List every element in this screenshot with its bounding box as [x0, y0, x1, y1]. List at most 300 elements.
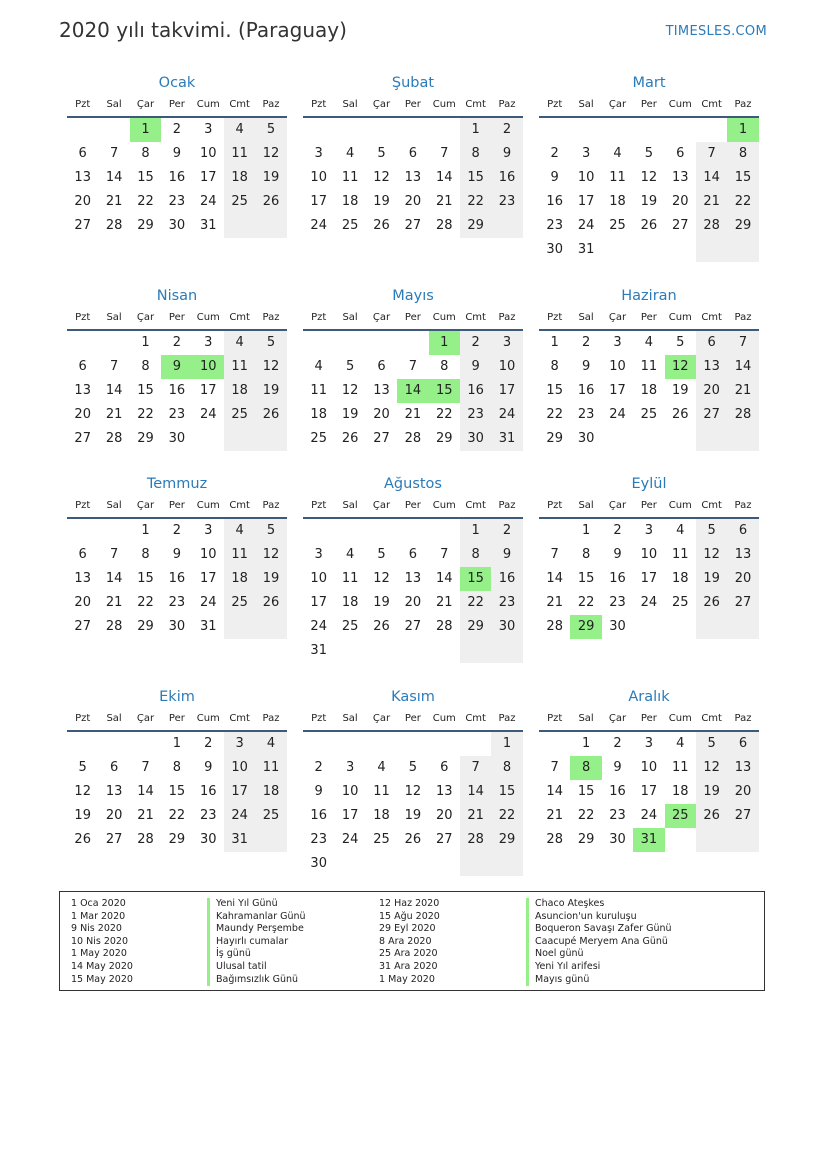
empty-cell: [602, 427, 633, 451]
day-cell: 25: [341, 218, 359, 233]
day-cell: 17: [199, 571, 217, 586]
empty-cell: [696, 238, 727, 262]
weekday-header: Sal: [334, 307, 365, 331]
empty-cell: [491, 214, 522, 238]
day-cell: 24: [224, 804, 255, 828]
weekday-header: Cum: [665, 708, 696, 732]
day-cell: 16: [577, 383, 595, 398]
day-cell: 15: [429, 379, 460, 403]
day-cell: 12: [341, 383, 359, 398]
weekday-header: Sal: [334, 495, 365, 519]
day-cell: 18: [224, 166, 255, 190]
day-cell: 16: [460, 379, 491, 403]
weekday-header: Paz: [727, 708, 758, 732]
day-cell: 22: [460, 591, 491, 615]
day-cell: 16: [168, 383, 186, 398]
empty-cell: [602, 118, 633, 142]
day-cell: 12: [373, 170, 390, 185]
legend-date: 10 Nis 2020: [71, 935, 128, 947]
day-cell: 29: [168, 832, 186, 847]
empty-cell: [727, 828, 758, 852]
day-cell: 6: [676, 146, 685, 161]
day-cell: 31: [199, 619, 217, 634]
day-cell: 4: [224, 519, 255, 543]
empty-cell: [665, 828, 696, 852]
month-days-grid: [539, 94, 759, 262]
day-cell: 20: [727, 780, 758, 804]
day-cell: 2: [550, 146, 559, 161]
weekday-header: Cum: [193, 708, 224, 732]
month-days-grid: [539, 708, 759, 852]
day-cell: 12: [74, 784, 91, 799]
month-name: Eylül: [631, 476, 667, 492]
empty-cell: [366, 118, 397, 142]
day-cell: 5: [696, 732, 727, 756]
day-cell: 1: [491, 732, 522, 756]
empty-cell: [303, 519, 334, 543]
day-cell: 17: [640, 571, 658, 586]
day-cell: 3: [613, 335, 622, 350]
day-cell: 18: [224, 567, 255, 591]
day-cell: 15: [727, 166, 758, 190]
day-cell: 13: [373, 383, 390, 398]
day-cell: 27: [74, 218, 91, 233]
day-cell: 8: [141, 359, 150, 374]
day-cell: 28: [435, 619, 453, 634]
month-days-grid: [67, 495, 287, 639]
day-cell: 5: [644, 146, 653, 161]
day-cell: 14: [435, 571, 453, 586]
day-cell: 26: [255, 403, 286, 427]
legend-holiday-name: Yeni Yıl Günü: [207, 898, 306, 911]
month-calendar: [303, 72, 523, 238]
empty-cell: [665, 238, 696, 262]
legend-date: 31 Ara 2020: [379, 960, 438, 972]
weekday-header: Cum: [193, 307, 224, 331]
day-cell: 24: [341, 832, 359, 847]
weekday-header: Per: [161, 708, 192, 732]
day-cell: 24: [310, 218, 327, 233]
day-cell: 18: [671, 784, 689, 799]
day-cell: 21: [696, 190, 727, 214]
legend-date: 1 May 2020: [71, 948, 127, 960]
weekday-header: Sal: [334, 94, 365, 118]
day-cell: 14: [460, 780, 491, 804]
weekday-header: Çar: [602, 708, 633, 732]
day-cell: 2: [172, 122, 181, 137]
day-cell: 18: [341, 194, 359, 209]
empty-cell: [633, 118, 664, 142]
day-cell: 11: [640, 359, 658, 374]
weekday-header: Cum: [193, 94, 224, 118]
day-cell: 13: [727, 543, 758, 567]
day-cell: 5: [377, 146, 386, 161]
day-cell: 18: [310, 407, 327, 422]
weekday-header: Per: [161, 495, 192, 519]
day-cell: 2: [172, 335, 181, 350]
day-cell: 30: [168, 619, 186, 634]
month-name: Mart: [632, 75, 666, 91]
day-cell: 22: [137, 595, 154, 610]
day-cell: 9: [613, 547, 622, 562]
day-cell: 27: [74, 619, 91, 634]
day-cell: 10: [199, 146, 217, 161]
day-cell: 7: [727, 331, 758, 355]
day-cell: 12: [640, 170, 658, 185]
month-name: Şubat: [391, 75, 435, 91]
weekday-header: Cmt: [224, 94, 255, 118]
weekday-header: Paz: [491, 94, 522, 118]
day-cell: 1: [727, 118, 758, 142]
day-cell: 5: [255, 118, 286, 142]
day-cell: 1: [550, 335, 559, 350]
day-cell: 28: [404, 431, 422, 446]
day-cell: 19: [74, 808, 91, 823]
weekday-header: Per: [397, 495, 428, 519]
day-cell: 13: [74, 571, 91, 586]
day-cell: 29: [491, 828, 522, 852]
month-days-grid: [67, 307, 287, 451]
day-cell: 28: [696, 214, 727, 238]
day-cell: 25: [341, 619, 359, 634]
day-cell: 7: [460, 756, 491, 780]
day-cell: 6: [727, 732, 758, 756]
day-cell: 9: [491, 142, 522, 166]
weekday-header: Paz: [491, 495, 522, 519]
day-cell: 26: [404, 832, 422, 847]
day-cell: 26: [74, 832, 91, 847]
weekday-header: Çar: [366, 307, 397, 331]
day-cell: 16: [609, 571, 626, 586]
day-cell: 30: [168, 218, 186, 233]
legend-date: 9 Nis 2020: [71, 923, 122, 935]
day-cell: 23: [491, 591, 522, 615]
day-cell: 30: [310, 856, 327, 871]
day-cell: 22: [435, 407, 453, 422]
day-cell: 12: [255, 142, 286, 166]
empty-cell: [366, 331, 397, 355]
weekday-header: Paz: [491, 307, 522, 331]
empty-cell: [98, 331, 129, 355]
day-cell: 2: [613, 736, 622, 751]
weekday-header: Pzt: [539, 307, 570, 331]
weekday-header: Cmt: [460, 495, 491, 519]
day-cell: 22: [546, 407, 563, 422]
empty-cell: [303, 331, 334, 355]
weekday-header: Pzt: [303, 307, 334, 331]
day-cell: 20: [671, 194, 689, 209]
day-cell: 15: [491, 780, 522, 804]
empty-cell: [334, 639, 365, 663]
day-cell: 21: [105, 407, 123, 422]
empty-cell: [366, 732, 397, 756]
legend-holiday-name: İş günü: [207, 948, 306, 961]
day-cell: 24: [609, 407, 626, 422]
day-cell: 3: [314, 146, 323, 161]
day-cell: 16: [310, 808, 327, 823]
weekday-header: Çar: [602, 495, 633, 519]
empty-cell: [539, 118, 570, 142]
day-cell: 4: [644, 335, 653, 350]
day-cell: 6: [377, 359, 386, 374]
day-cell: 4: [676, 523, 685, 538]
empty-cell: [334, 331, 365, 355]
day-cell: 30: [199, 832, 217, 847]
empty-cell: [633, 427, 664, 451]
day-cell: 13: [671, 170, 689, 185]
day-cell: 30: [609, 832, 626, 847]
weekday-header: Cmt: [224, 708, 255, 732]
day-cell: 22: [491, 804, 522, 828]
day-cell: 10: [609, 359, 626, 374]
day-cell: 8: [491, 756, 522, 780]
day-cell: 4: [345, 547, 355, 562]
weekday-header: Çar: [130, 708, 161, 732]
day-cell: 26: [640, 218, 658, 233]
day-cell: 21: [435, 194, 453, 209]
day-cell: 28: [727, 403, 758, 427]
day-cell: 8: [581, 547, 591, 562]
day-cell: 27: [105, 832, 123, 847]
day-cell: 29: [577, 832, 595, 847]
day-cell: 19: [671, 383, 689, 398]
day-cell: 17: [224, 780, 255, 804]
weekday-header: Paz: [727, 495, 758, 519]
day-cell: 21: [105, 194, 123, 209]
weekday-header: Pzt: [67, 307, 98, 331]
day-cell: 5: [255, 331, 286, 355]
legend-holiday-name: Bağımsızlık Günü: [207, 974, 306, 987]
empty-cell: [665, 615, 696, 639]
day-cell: 2: [613, 523, 622, 538]
day-cell: 28: [546, 832, 563, 847]
day-cell: 31: [633, 828, 664, 852]
day-cell: 7: [109, 547, 119, 562]
month-calendar: [67, 72, 287, 238]
day-cell: 29: [435, 431, 453, 446]
weekday-header: Cmt: [460, 94, 491, 118]
day-cell: 17: [609, 383, 626, 398]
day-cell: 30: [577, 431, 595, 446]
day-cell: 1: [141, 523, 150, 538]
empty-cell: [98, 732, 129, 756]
day-cell: 21: [404, 407, 422, 422]
weekday-header: Sal: [98, 495, 129, 519]
weekday-header: Çar: [366, 708, 397, 732]
day-cell: 18: [373, 808, 390, 823]
day-cell: 9: [314, 784, 323, 799]
day-cell: 11: [671, 547, 689, 562]
weekday-header: Çar: [366, 495, 397, 519]
day-cell: 17: [577, 194, 595, 209]
day-cell: 23: [168, 194, 186, 209]
day-cell: 1: [581, 523, 591, 538]
day-cell: 22: [460, 190, 491, 214]
day-cell: 17: [199, 383, 217, 398]
empty-cell: [224, 214, 255, 238]
day-cell: 26: [671, 407, 689, 422]
day-cell: 4: [345, 146, 355, 161]
month-days-grid: [303, 94, 523, 238]
day-cell: 7: [109, 359, 119, 374]
empty-cell: [665, 427, 696, 451]
day-cell: 3: [314, 547, 323, 562]
weekday-header: Sal: [334, 708, 365, 732]
month-days-grid: [303, 708, 523, 876]
weekday-header: Çar: [130, 307, 161, 331]
day-cell: 19: [255, 166, 286, 190]
weekday-header: Per: [397, 708, 428, 732]
day-cell: 26: [373, 218, 390, 233]
day-cell: 5: [676, 335, 685, 350]
legend-holiday-name: Caacupé Meryem Ana Günü: [526, 936, 672, 949]
day-cell: 2: [172, 523, 181, 538]
day-cell: 25: [665, 804, 696, 828]
day-cell: 17: [310, 194, 327, 209]
day-cell: 12: [404, 784, 422, 799]
legend-date: 1 Mar 2020: [71, 910, 126, 922]
weekday-header: Cmt: [696, 307, 727, 331]
empty-cell: [334, 519, 365, 543]
empty-cell: [334, 118, 365, 142]
day-cell: 6: [408, 547, 417, 562]
day-cell: 30: [460, 427, 491, 451]
month-days-grid: [67, 94, 287, 238]
day-cell: 16: [168, 571, 186, 586]
legend-left-names: [207, 898, 306, 986]
day-cell: 14: [435, 170, 453, 185]
legend-holiday-name: Kahramanlar Günü: [207, 911, 306, 924]
day-cell: 5: [78, 760, 87, 775]
day-cell: 9: [491, 543, 522, 567]
legend-date: 8 Ara 2020: [379, 935, 432, 947]
day-cell: 10: [193, 355, 224, 379]
day-cell: 28: [105, 619, 123, 634]
empty-cell: [67, 519, 98, 543]
empty-cell: [696, 118, 727, 142]
weekday-header: Sal: [98, 708, 129, 732]
month-name: Ekim: [159, 689, 195, 705]
day-cell: 14: [546, 784, 563, 799]
day-cell: 23: [168, 595, 186, 610]
day-cell: 11: [310, 383, 327, 398]
day-cell: 10: [310, 571, 327, 586]
day-cell: 6: [78, 547, 87, 562]
empty-cell: [491, 639, 522, 663]
day-cell: 23: [577, 407, 595, 422]
empty-cell: [224, 427, 255, 451]
day-cell: 1: [581, 736, 591, 751]
day-cell: 13: [404, 170, 422, 185]
empty-cell: [539, 519, 570, 543]
day-cell: 5: [255, 519, 286, 543]
day-cell: 25: [373, 832, 390, 847]
weekday-header: Pzt: [67, 495, 98, 519]
day-cell: 15: [137, 383, 154, 398]
day-cell: 20: [105, 808, 123, 823]
empty-cell: [727, 615, 758, 639]
day-cell: 4: [314, 359, 323, 374]
day-cell: 15: [460, 166, 491, 190]
day-cell: 24: [199, 595, 217, 610]
weekday-header: Cmt: [224, 495, 255, 519]
weekday-header: Paz: [255, 94, 286, 118]
day-cell: 14: [397, 379, 428, 403]
month-days-grid: [539, 307, 759, 451]
day-cell: 3: [644, 523, 653, 538]
day-cell: 4: [377, 760, 386, 775]
day-cell: 23: [609, 808, 626, 823]
day-cell: 15: [137, 170, 154, 185]
day-cell: 7: [408, 359, 417, 374]
day-cell: 23: [168, 407, 186, 422]
day-cell: 29: [460, 615, 491, 639]
day-cell: 14: [727, 355, 758, 379]
weekday-header: Cmt: [224, 307, 255, 331]
day-cell: 9: [613, 760, 622, 775]
weekday-header: Çar: [366, 94, 397, 118]
month-calendar: [303, 285, 523, 451]
brand-link[interactable]: TIMESLES.COM: [665, 24, 767, 39]
day-cell: 13: [435, 784, 453, 799]
day-cell: 24: [577, 218, 595, 233]
day-cell: 26: [341, 431, 359, 446]
legend-left-dates: [71, 898, 133, 986]
weekday-header: Sal: [98, 307, 129, 331]
empty-cell: [397, 852, 428, 876]
day-cell: 29: [137, 218, 154, 233]
day-cell: 11: [671, 760, 689, 775]
day-cell: 27: [727, 591, 758, 615]
month-name: Kasım: [391, 689, 435, 705]
weekday-header: Cum: [429, 307, 460, 331]
day-cell: 28: [105, 431, 123, 446]
weekday-header: Pzt: [539, 708, 570, 732]
month-calendar: [303, 686, 523, 876]
legend-holiday-name: Hayırlı cumalar: [207, 936, 306, 949]
day-cell: 29: [570, 615, 601, 639]
day-cell: 3: [581, 146, 591, 161]
weekday-header: Cmt: [696, 495, 727, 519]
day-cell: 16: [491, 166, 522, 190]
day-cell: 31: [224, 828, 255, 852]
day-cell: 6: [440, 760, 449, 775]
month-calendar: [67, 686, 287, 852]
day-cell: 20: [696, 379, 727, 403]
month-name: Haziran: [621, 288, 677, 304]
day-cell: 11: [341, 571, 359, 586]
legend-holiday-name: Maundy Perşembe: [207, 923, 306, 936]
day-cell: 11: [224, 355, 255, 379]
day-cell: 26: [696, 804, 727, 828]
month-days-grid: [67, 708, 287, 852]
day-cell: 19: [255, 379, 286, 403]
day-cell: 9: [172, 547, 181, 562]
day-cell: 27: [435, 832, 453, 847]
weekday-header: Paz: [491, 708, 522, 732]
weekday-header: Sal: [570, 495, 601, 519]
day-cell: 24: [491, 403, 522, 427]
day-cell: 22: [168, 808, 186, 823]
empty-cell: [303, 732, 334, 756]
weekday-header: Paz: [727, 94, 758, 118]
day-cell: 27: [696, 403, 727, 427]
day-cell: 14: [137, 784, 154, 799]
legend-holiday-name: Boqueron Savaşı Zafer Günü: [526, 923, 672, 936]
empty-cell: [255, 214, 286, 238]
day-cell: 31: [199, 218, 217, 233]
day-cell: 27: [74, 431, 91, 446]
